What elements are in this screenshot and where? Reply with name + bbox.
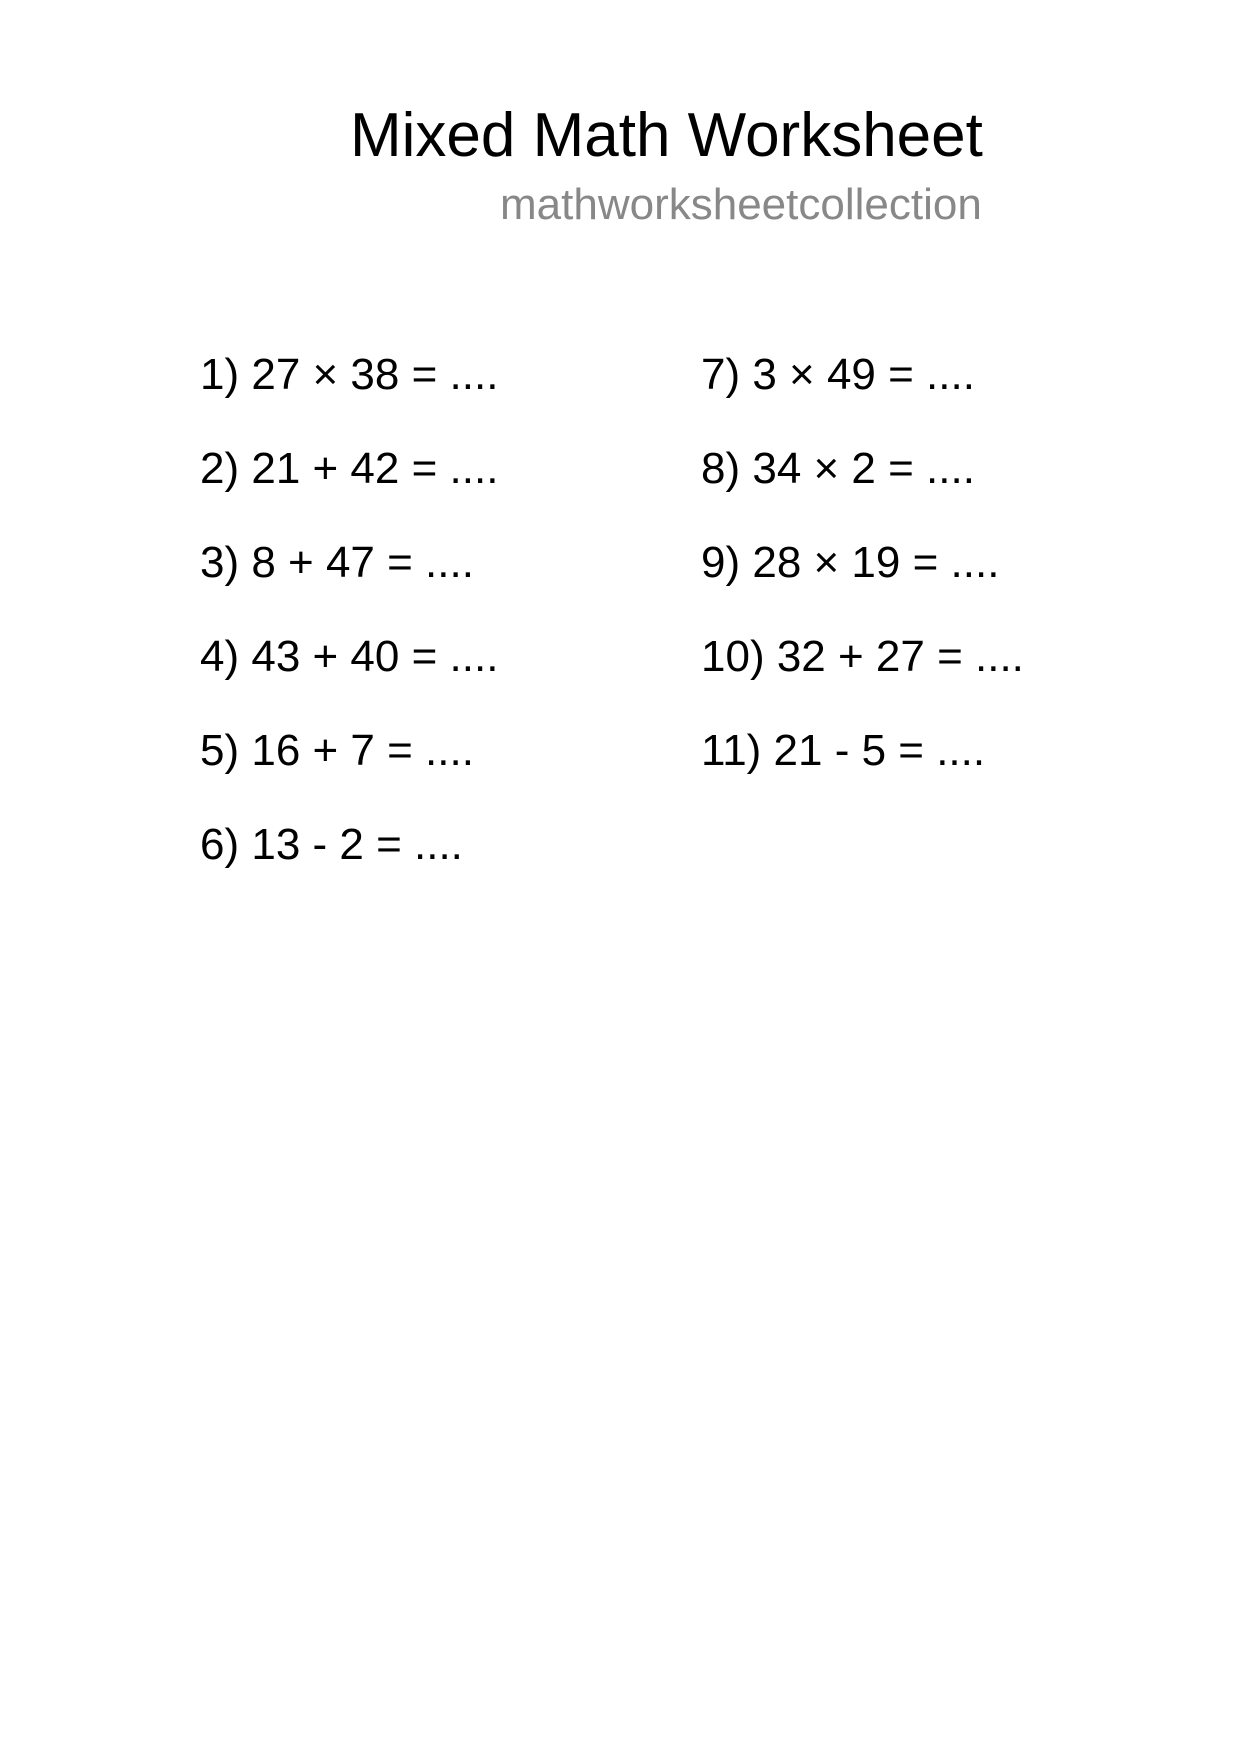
problem-6: 6) 13 - 2 = ....	[200, 820, 463, 869]
problem-5: 5) 16 + 7 = ....	[200, 726, 474, 775]
problem-1: 1) 27 × 38 = ....	[200, 350, 499, 399]
page-subtitle: mathworksheetcollection	[500, 180, 982, 229]
problem-11: 11) 21 - 5 = ....	[701, 726, 986, 775]
problem-8: 8) 34 × 2 = ....	[701, 444, 975, 493]
page-title: Mixed Math Worksheet	[350, 101, 983, 170]
problems-left-column	[200, 345, 700, 909]
problem-2: 2) 21 + 42 = ....	[200, 444, 499, 493]
problem-3: 3) 8 + 47 = ....	[200, 538, 474, 587]
problem-9: 9) 28 × 19 = ....	[701, 538, 1000, 587]
problem-10: 10) 32 + 27 = ....	[701, 632, 1024, 681]
problem-4: 4) 43 + 40 = ....	[200, 632, 499, 681]
problems-right-column	[701, 345, 1201, 815]
problem-7: 7) 3 × 49 = ....	[701, 350, 975, 399]
